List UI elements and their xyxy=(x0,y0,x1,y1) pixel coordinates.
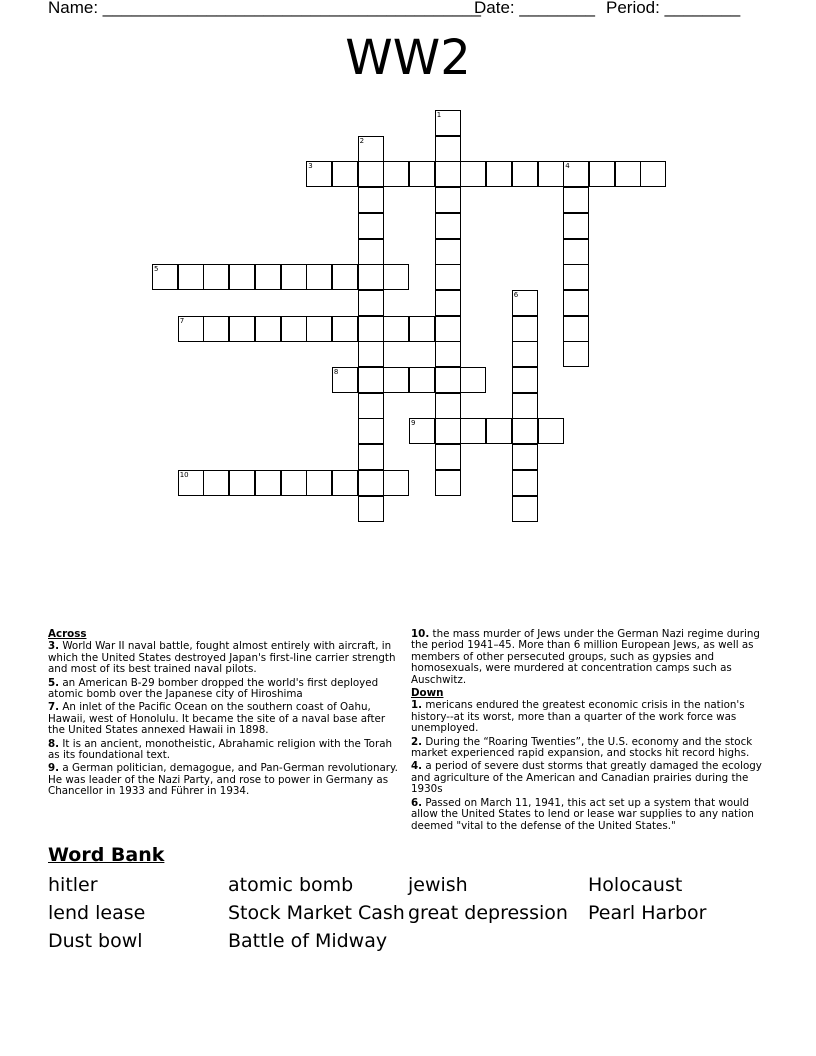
crossword-cell[interactable] xyxy=(383,316,409,342)
crossword-cell[interactable] xyxy=(178,470,204,496)
crossword-cell[interactable] xyxy=(435,187,461,213)
crossword-cell[interactable] xyxy=(563,239,589,265)
crossword-cell[interactable] xyxy=(435,161,461,187)
crossword-cell[interactable] xyxy=(358,341,384,367)
crossword-cell[interactable] xyxy=(435,290,461,316)
crossword-cell[interactable] xyxy=(383,470,409,496)
crossword-cell[interactable] xyxy=(281,470,307,496)
crossword-cell[interactable] xyxy=(512,341,538,367)
clue-down-1: 1. mericans endured the greatest economic crisis in the nation's history--at its worst, more than a quarter of the work force was unemployed. xyxy=(411,699,745,735)
crossword-cell[interactable] xyxy=(538,418,564,444)
clues-column-right xyxy=(411,629,769,834)
crossword-cell[interactable] xyxy=(538,161,564,187)
crossword-cell[interactable] xyxy=(332,367,358,393)
clue-number: 7 xyxy=(179,316,185,325)
crossword-cell[interactable] xyxy=(512,367,538,393)
crossword-cell[interactable] xyxy=(615,161,641,187)
word-bank-title: Word Bank xyxy=(48,844,165,866)
clue-number: 9 xyxy=(411,419,416,428)
word-bank-item: great depression xyxy=(408,902,568,924)
crossword-cell[interactable] xyxy=(563,290,589,316)
clue-across-3: 3. World War II naval battle, fought almost entirely with aircraft, in which the United States destroyed Japan's first-line carrier strength and most of its best trained naval pilots. xyxy=(48,640,396,676)
word-bank-item: atomic bomb xyxy=(228,874,354,896)
crossword-cell[interactable] xyxy=(203,470,229,496)
crossword-cell[interactable] xyxy=(358,496,384,522)
crossword-cell[interactable] xyxy=(332,470,358,496)
crossword-cell[interactable] xyxy=(332,161,358,187)
clue-number: 10 xyxy=(179,470,189,479)
crossword-cell[interactable] xyxy=(358,470,384,496)
crossword-cell[interactable] xyxy=(435,470,461,496)
crossword-cell[interactable] xyxy=(435,341,461,367)
crossword-cell[interactable] xyxy=(409,367,435,393)
clue-number: 5 xyxy=(154,265,159,274)
crossword-cell[interactable] xyxy=(203,316,229,342)
crossword-cell[interactable] xyxy=(358,290,384,316)
clues-column-left xyxy=(48,629,400,800)
crossword-cell[interactable] xyxy=(306,470,332,496)
crossword-cell[interactable] xyxy=(203,264,229,290)
crossword-cell[interactable] xyxy=(589,161,615,187)
crossword-cell[interactable] xyxy=(358,213,384,239)
crossword-cell[interactable] xyxy=(306,316,332,342)
crossword-cell[interactable] xyxy=(563,213,589,239)
crossword-cell[interactable] xyxy=(435,444,461,470)
crossword-cell[interactable] xyxy=(255,264,281,290)
word-bank-item: Dust bowl xyxy=(48,930,143,952)
crossword-cell[interactable] xyxy=(435,393,461,419)
crossword-cell[interactable] xyxy=(512,470,538,496)
crossword-cell[interactable] xyxy=(358,393,384,419)
crossword-cell[interactable] xyxy=(358,161,384,187)
crossword-cell[interactable] xyxy=(435,213,461,239)
word-bank-item: jewish xyxy=(408,874,468,896)
clue-number: 2 xyxy=(359,136,365,145)
crossword-cell[interactable] xyxy=(512,444,538,470)
clue-number: 4 xyxy=(565,162,570,171)
crossword-cell[interactable] xyxy=(512,316,538,342)
crossword-cell[interactable] xyxy=(563,187,589,213)
name-field: Name: ________________________________________ xyxy=(48,0,481,17)
crossword-cell[interactable] xyxy=(306,264,332,290)
crossword-cell[interactable] xyxy=(281,316,307,342)
crossword-cell[interactable] xyxy=(460,367,486,393)
word-bank-item: Pearl Harbor xyxy=(588,902,707,924)
crossword-cell[interactable] xyxy=(306,161,332,187)
date-field: Date: ________ xyxy=(474,0,595,17)
crossword-cell[interactable] xyxy=(435,264,461,290)
crossword-cell[interactable] xyxy=(255,316,281,342)
crossword-cell[interactable] xyxy=(409,161,435,187)
crossword-cell[interactable] xyxy=(409,316,435,342)
clue-number: 1 xyxy=(436,111,442,119)
crossword-cell[interactable] xyxy=(358,316,384,342)
crossword-cell[interactable] xyxy=(640,161,666,187)
crossword-cell[interactable] xyxy=(563,316,589,342)
crossword-cell[interactable] xyxy=(332,264,358,290)
crossword-cell[interactable] xyxy=(512,418,538,444)
clue-number: 3 xyxy=(308,162,313,171)
crossword-cell[interactable] xyxy=(512,496,538,522)
crossword-cell[interactable] xyxy=(486,418,512,444)
crossword-cell[interactable] xyxy=(152,264,178,290)
crossword-cell[interactable] xyxy=(486,161,512,187)
crossword-cell[interactable] xyxy=(281,264,307,290)
crossword-cell[interactable] xyxy=(358,187,384,213)
crossword-cell[interactable] xyxy=(435,239,461,265)
clue-number: 8 xyxy=(333,368,339,376)
clue-down-6: 6. Passed on March 11, 1941, this act set up a system that would allow the United States to lend or lease war supplies to any nation deemed "vital to the defense of the United States." xyxy=(411,796,754,832)
crossword-cell[interactable] xyxy=(409,418,435,444)
crossword-cell[interactable] xyxy=(358,367,384,393)
clue-down-4: 4. a period of severe dust storms that greatly damaged the ecology and agriculture of the American and Canadian prairies during the 1930s xyxy=(411,760,762,796)
crossword-cell[interactable] xyxy=(435,316,461,342)
crossword-cell[interactable] xyxy=(229,316,255,342)
word-bank-item: Stock Market Cash xyxy=(228,902,405,924)
crossword-cell[interactable] xyxy=(383,367,409,393)
crossword-cell[interactable] xyxy=(255,470,281,496)
crossword-cell[interactable] xyxy=(229,470,255,496)
crossword-cell[interactable] xyxy=(178,264,204,290)
crossword-cell[interactable] xyxy=(512,393,538,419)
crossword-cell[interactable] xyxy=(512,290,538,316)
across-heading: Across xyxy=(48,628,87,640)
crossword-cell[interactable] xyxy=(383,264,409,290)
crossword-cell[interactable] xyxy=(358,264,384,290)
clue-down-2: 2. During the “Roaring Twenties”, the U.S. economy and the stock market experienced rapid expansion, and stocks hit record highs. xyxy=(411,735,753,760)
crossword-cell[interactable] xyxy=(563,161,589,187)
crossword-cell[interactable] xyxy=(383,161,409,187)
crossword-cell[interactable] xyxy=(229,264,255,290)
crossword-cell[interactable] xyxy=(512,161,538,187)
crossword-cell[interactable] xyxy=(358,418,384,444)
crossword-cell[interactable] xyxy=(435,367,461,393)
page-title: WW2 xyxy=(345,30,471,86)
word-bank-item: lend lease xyxy=(48,902,146,924)
clue-across-10: 10. the mass murder of Jews under the German Nazi regime during the period 1941–45. More than 6 million European Jews, as well as members of other persecuted groups, such as gypsies and homosexuals, were murdered at concentration camps such as Auschwitz. xyxy=(411,628,760,686)
word-bank-item: Holocaust xyxy=(588,874,683,896)
crossword-cell[interactable] xyxy=(358,239,384,265)
crossword-cell[interactable] xyxy=(460,418,486,444)
clue-across-8: 8. It is an ancient, monotheistic, Abrahamic religion with the Torah as its foundational text. xyxy=(48,737,393,762)
word-bank-item: hitler xyxy=(48,874,98,896)
down-heading: Down xyxy=(411,687,444,700)
word-bank-item: Battle of Midway xyxy=(228,930,388,952)
crossword-cell[interactable] xyxy=(460,161,486,187)
crossword-cell[interactable] xyxy=(358,444,384,470)
period-field: Period: ________ xyxy=(606,0,741,17)
crossword-cell[interactable] xyxy=(435,418,461,444)
crossword-cell[interactable] xyxy=(435,110,461,136)
crossword-cell[interactable] xyxy=(563,264,589,290)
clue-across-5: 5. an American B-29 bomber dropped the world's first deployed atomic bomb over the Japanese city of Hiroshima xyxy=(48,676,379,701)
clue-across-9: 9. a German politician, demagogue, and Pan-German revolutionary. He was leader of the Nazi Party, and rose to power in Germany as Chancellor in 1933 and Führer in 1934. xyxy=(48,762,398,798)
clue-across-7: 7. An inlet of the Pacific Ocean on the southern coast of Oahu, Hawaii, west of Honolulu. It became the site of a naval base after the United States annexed Hawaii in 1898. xyxy=(48,701,386,737)
crossword-cell[interactable] xyxy=(178,316,204,342)
crossword-cell[interactable] xyxy=(358,136,384,162)
crossword-cell[interactable] xyxy=(563,341,589,367)
clue-number: 6 xyxy=(513,290,519,299)
crossword-cell[interactable] xyxy=(332,316,358,342)
crossword-cell[interactable] xyxy=(435,136,461,162)
